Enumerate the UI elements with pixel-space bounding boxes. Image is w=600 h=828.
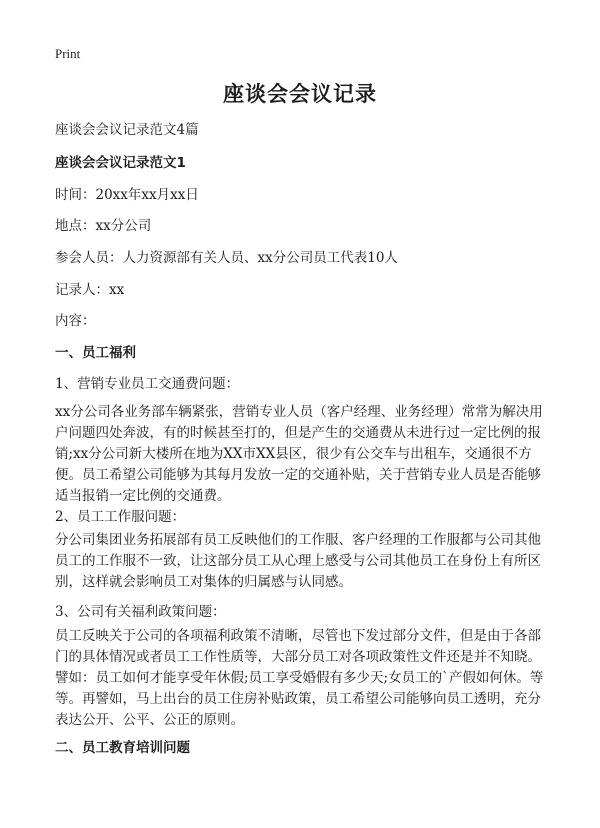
paragraph-line: 门的具体情况或者员工工作性质等，大部分员工对各项政策性文件还是并不知晓。 xyxy=(55,649,541,665)
page-title: 座谈会会议记录 xyxy=(223,82,377,106)
paragraph-line: 适当报销一定比例的交通费。 xyxy=(55,488,231,504)
paragraph-line: 便。员工希望公司能够为其每月发放一定的交通补贴，关于营销专业人员是否能够 xyxy=(55,467,541,483)
item-heading-policy: 3、公司有关福利政策问题： xyxy=(55,604,226,620)
meeting-time: 时间：20xx年xx月xx日 xyxy=(55,187,199,203)
section-heading-training: 二、员工教育培训问题 xyxy=(55,740,190,756)
sample-heading: 座谈会会议记录范文1 xyxy=(55,155,186,171)
paragraph-line: 员工的工作服不一致，让这部分员工从心理上感受与公司其他员工在身份上有所区 xyxy=(55,553,541,569)
item-heading-uniform: 2、员工工作服问题： xyxy=(55,509,186,525)
paragraph-line: xx分公司各业务部车辆紧张，营销专业人员（客户经理、业务经理）常常为解决用 xyxy=(55,404,543,420)
paragraph-line: 分公司集团业务拓展部有员工反映他们的工作服、客户经理的工作服都与公司其他 xyxy=(55,532,541,548)
meeting-place: 地点：xx分公司 xyxy=(55,218,152,234)
paragraph-uniform xyxy=(55,530,555,593)
paragraph-line: 别，这样就会影响员工对集体的归属感与认同感。 xyxy=(55,574,352,590)
paragraph-line: 员工反映关于公司的各项福利政策不清晰，尽管也下发过部分文件，但是由于各部 xyxy=(55,628,541,644)
paragraph-line: 譬如：员工如何才能享受年休假;员工享受婚假有多少天;女员工的`产假如何休。等 xyxy=(55,670,544,686)
paragraph-line: 等。再譬如，马上出台的员工住房补贴政策，员工希望公司能够向员工透明，充分 xyxy=(55,691,541,707)
section-heading-welfare: 一、员工福利 xyxy=(55,345,136,361)
paragraph-line: 表达公开、公平、公正的原则。 xyxy=(55,712,244,728)
print-link[interactable]: Print xyxy=(55,46,81,61)
paragraph-line: 户问题四处奔波，有的时候甚至打的，但是产生的交通费从未进行过一定比例的报 xyxy=(55,425,541,441)
paragraph-line: 销;xx分公司新大楼所在地为XX市XX县区，很少有公交车与出租车，交通很不方 xyxy=(55,446,532,462)
meeting-recorder: 记录人：xx xyxy=(55,282,125,298)
meeting-attendees: 参会人员：人力资源部有关人员、xx分公司员工代表10人 xyxy=(55,250,398,266)
document-subtitle: 座谈会会议记录范文4篇 xyxy=(55,122,199,138)
paragraph-transport xyxy=(55,402,555,507)
content-label: 内容： xyxy=(55,313,96,329)
paragraph-policy xyxy=(55,626,555,731)
item-heading-transport: 1、营销专业员工交通费问题： xyxy=(55,376,240,392)
